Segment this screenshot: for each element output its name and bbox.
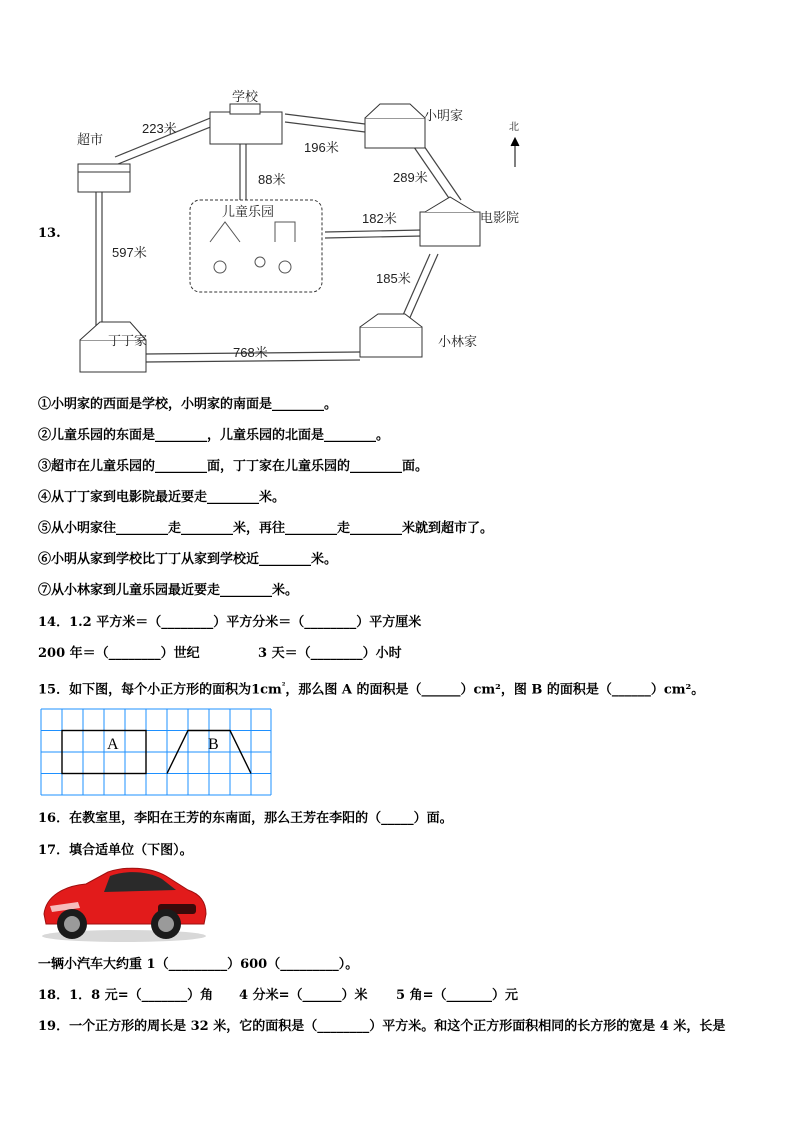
figure-b-label: B [208,736,219,753]
q18-part-1: 18．1．8 元=（_______）角 [38,988,214,1003]
dist-super-dingding: 597米 [112,245,147,260]
question-13-number: 13. [38,226,61,241]
figure-a-label: A [107,736,119,753]
label-north: 北 [509,122,519,133]
q14-line-1: 14．1.2 平方米＝（________）平方分米＝（________）平方厘米 [38,615,422,630]
red-car-image [38,862,210,946]
q13-sub-6: ⑥小明从家到学校比丁丁从家到学校近________米。 [38,552,338,567]
label-playground: 儿童乐园 [222,204,275,219]
dist-cinema-xiaolin: 185米 [376,271,411,286]
label-school: 学校 [232,89,259,104]
dist-super-school: 223米 [142,121,177,136]
label-supermarket: 超市 [77,132,104,147]
label-xiaolin-home: 小林家 [438,334,478,349]
q17-title: 17．填合适单位（下图）。 [38,843,193,858]
q13-sub-3: ③超市在儿童乐园的________面，丁丁家在儿童乐园的________面。 [38,459,429,474]
q14-line-2b: 3 天＝（________）小时 [258,646,402,661]
q13-sub-7: ⑦从小林家到儿童乐园最近要走________米。 [38,583,299,598]
dist-dingding-xiaolin: 768米 [233,345,268,360]
q15-text-after: ，那么图 A 的面积是（______）cm²，图 B 的面积是（______）cm²。 [285,682,705,698]
label-cinema: 电影院 [480,210,520,225]
label-xiaoming-home: 小明家 [424,108,464,123]
q13-sub-5: ⑤从小明家往________走________米，再往________走________米就到超市了。 [38,521,494,536]
q15-text [38,677,704,698]
q13-sub-4: ④从丁丁家到电影院最近要走________米。 [38,490,286,505]
q13-sub-1: ①小明家的西面是学校，小明家的南面是________。 [38,397,338,412]
q18-part-3: 5 角=（_______）元 [396,988,518,1003]
q17-line: 一辆小汽车大约重 1（_________）600（_________）。 [38,957,359,972]
dist-xiaoming-cinema: 289米 [393,170,428,185]
q13-sub-2: ②儿童乐园的东面是________，儿童乐园的北面是________。 [38,428,390,443]
q15-text-before: 15．如下图，每个小正方形的面积为1cm [38,682,282,698]
q14-line-2a: 200 年＝（________）世纪 [38,646,200,661]
dist-school-xiaoming: 196米 [304,140,339,155]
label-dingding-home: 丁丁家 [108,333,148,348]
q18-part-2: 4 分米=（______）米 [239,988,368,1003]
q19-text: 19．一个正方形的周长是 32 米，它的面积是（________）平方米。和这个正方形面积相同的长方形的宽是 4 米，长是 [38,1019,726,1034]
q15-sup: ² [281,680,286,690]
map-diagram [60,82,540,382]
dist-school-playground: 88米 [258,172,286,187]
q15-grid-figure [40,708,272,796]
dist-playground-cinema: 182米 [362,211,397,226]
q16-text: 16．在教室里，李阳在王芳的东南面，那么王芳在李阳的（_____）面。 [38,811,453,826]
